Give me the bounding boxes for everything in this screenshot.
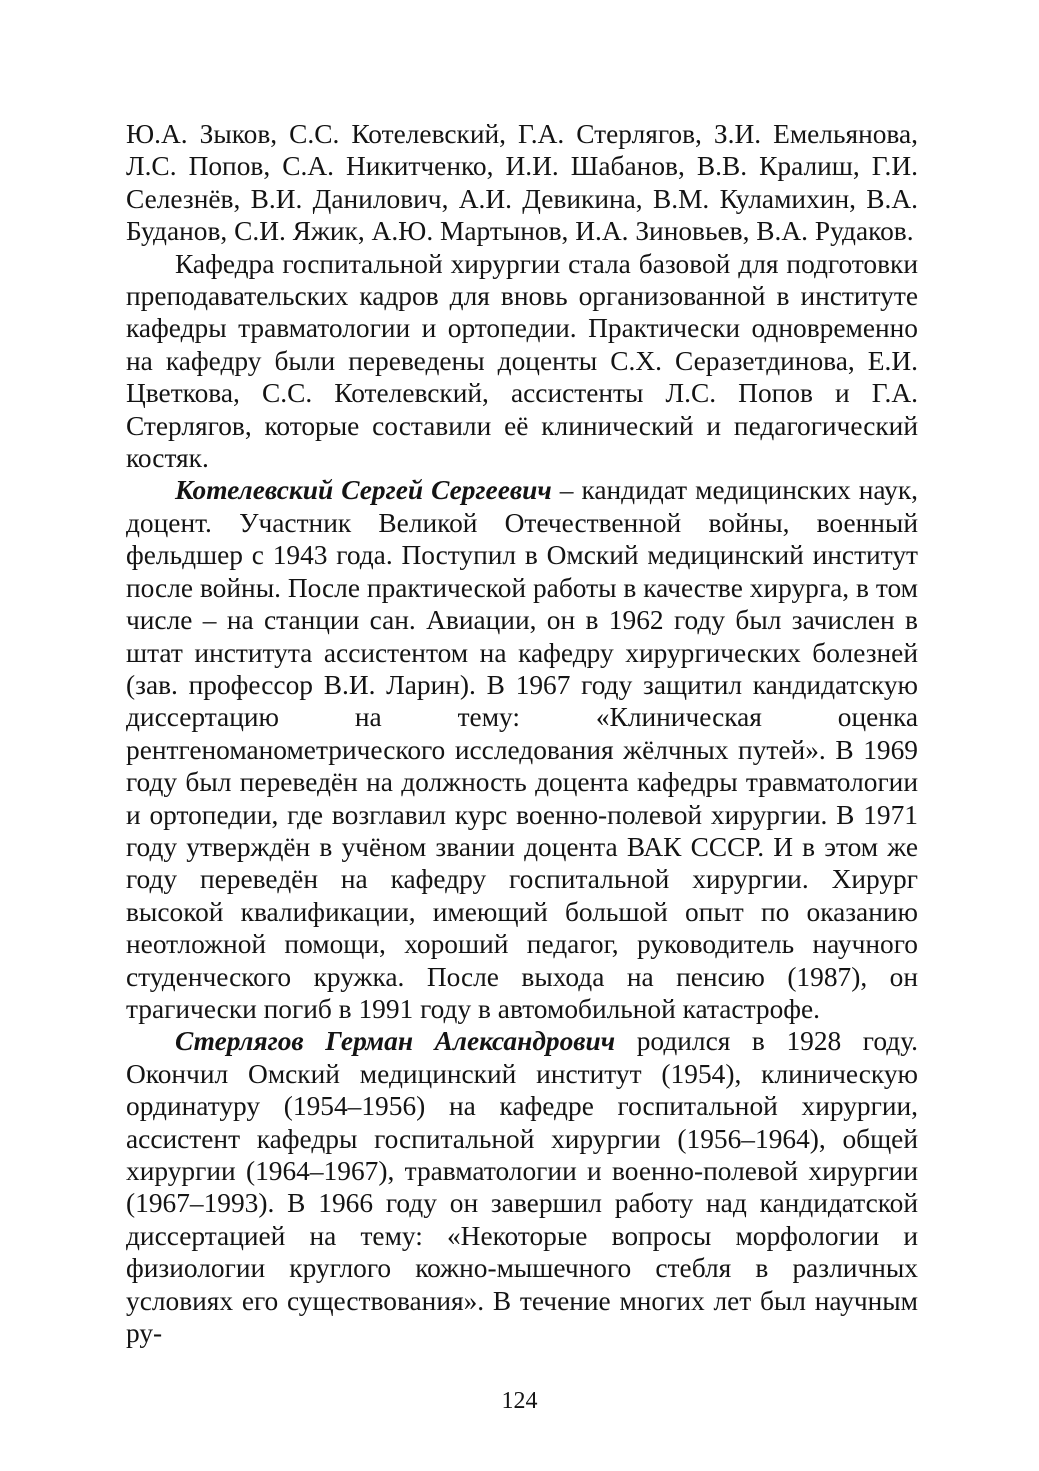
paragraph-text: Ю.А. Зыков, С.С. Котелевский, Г.А. Стерлягов, З.И. Емельянова, Л.С. Попов, С.А. Никитченко, И.И. Шабанов, В.В. Кралиш, Г.И. Селезнёв, В.И. Данилович, А.И. Девикина, В.М. Куламихин, В.А. Буданов, С.И. Яжик, А.Ю. Мартынов, И.А. Зиновьев, В.А. Рудаков.: [126, 119, 918, 247]
paragraph-text: Кафедра госпитальной хирургии стала базовой для подготовки преподавательских кадров для вновь организованной в институте кафедры травматологии и ортопедии. Практически одновременно на кафедру были переведены доценты С.Х. Серазетдинова, Е.И. Цветкова, С.С. Котелевский, ассистенты Л.С. Попов и Г.А. Стерлягов, которые составили её клинический и педагогический костяк.: [126, 248, 918, 474]
paragraph-text: родился в 1928 году. Окончил Омский медицинский институт (1954), клиническую ординатуру (1954–1956) на кафедре госпитальной хирургии, ассистент кафедры госпитальной хирургии (1956–1964), общей хирургии (1964–1967), травматологии и военно-полевой хирургии (1967–1993). В 1966 году он завершил работу над кандидатской диссертацией на тему: «Некоторые вопросы морфологии и физиологии круглого кожно-мышечного стебля в различных условиях его существования». В течение многих лет был научным ру-: [126, 1026, 918, 1349]
paragraph-text: – кандидат медицинских наук, доцент. Участник Великой Отечественной войны, военный фельдшер с 1943 года. Поступил в Омский медицинский институт после войны. После практической работы в качестве хирурга, в том числе – на станции сан. Авиации, он в 1962 году был зачислен в штат института ассистентом на кафедру хирургических болезней (зав. профессор В.И. Ларин). В 1967 году защитил кандидатскую диссертацию на тему: «Клиническая оценка рентгеноманометрического исследования жёлчных путей». В 1969 году был переведён на должность доцента кафедры травматологии и ортопедии, где возглавил курс военно-полевой хирургии. В 1971 году утверждён в учёном звании доцента ВАК СССР. И в этом же году переведён на кафедру госпитальной хирургии. Хирург высокой квалификации, имеющий большой опыт по оказанию неотложной помощи, хороший педагог, руководитель научного студенческого кружка. После выхода на пенсию (1987), он трагически погиб в 1991 году в автомобильной катастрофе.: [126, 475, 918, 1024]
paragraph-kotelevsky-bio: [126, 474, 918, 1025]
paragraph-staff-list: [126, 118, 918, 248]
body-text: [126, 118, 918, 1349]
person-name: Стерлягов Герман Александрович: [175, 1026, 616, 1057]
paragraph-sterlyagov-bio: [126, 1025, 918, 1349]
page-number: 124: [501, 1388, 538, 1414]
paragraph-department: [126, 248, 918, 475]
person-name: Котелевский Сергей Сергеевич: [175, 475, 552, 506]
